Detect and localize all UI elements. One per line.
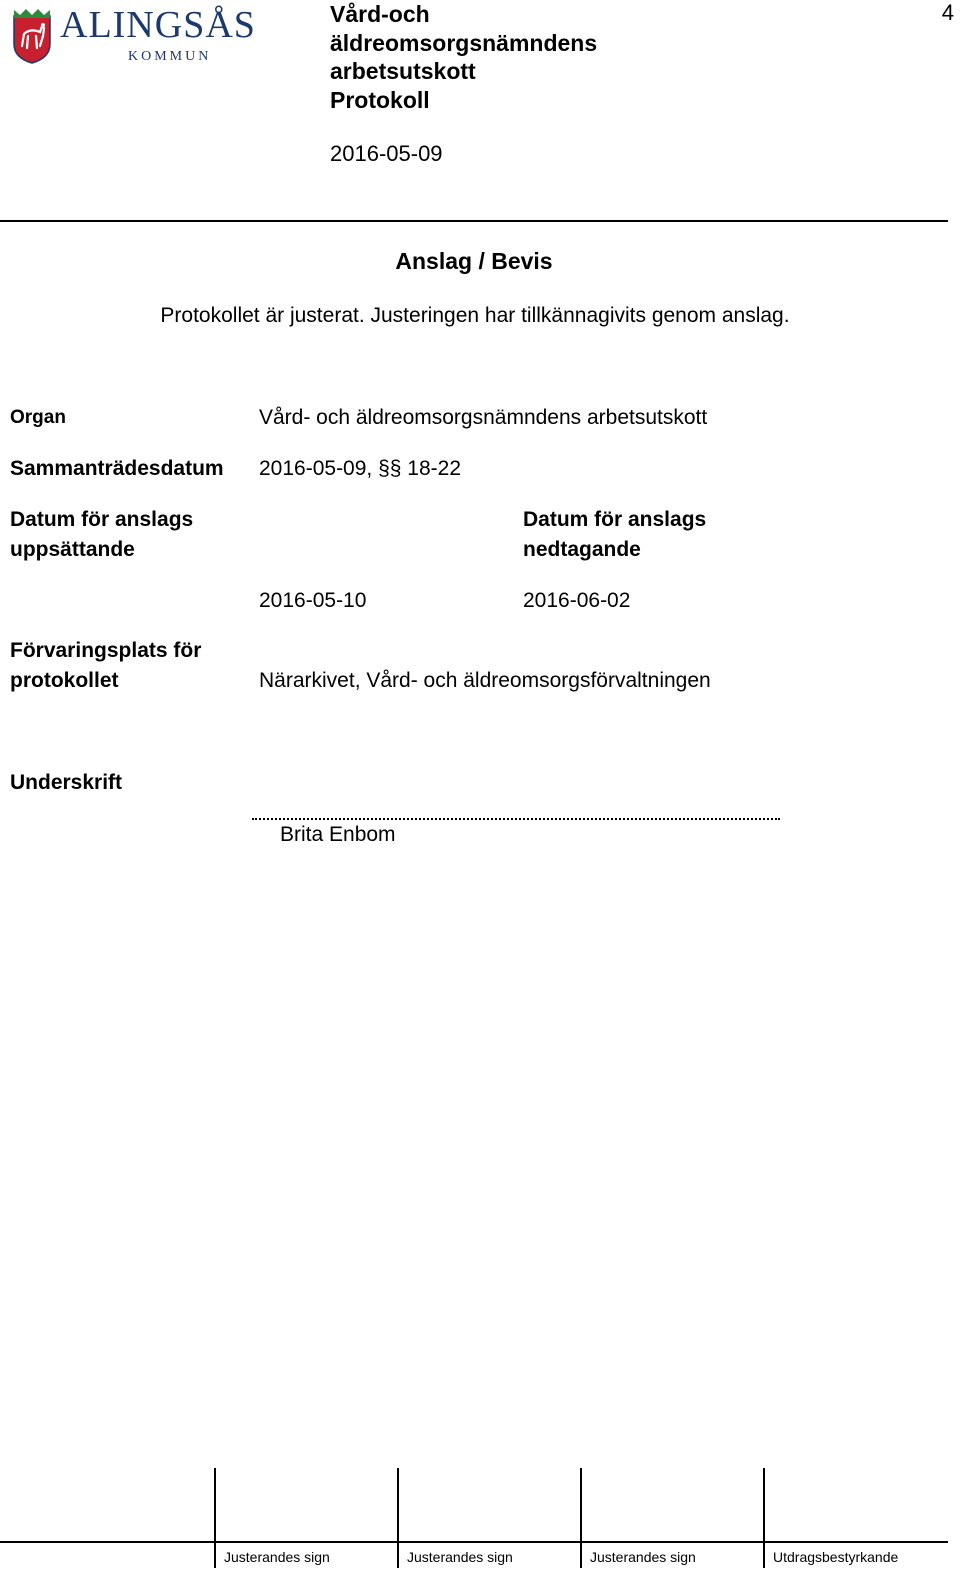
committee-title-line: arbetsutskott (330, 58, 476, 84)
page-heading: Anslag / Bevis (395, 248, 553, 274)
removed-date-value: 2016-06-02 (523, 589, 631, 612)
removed-date-label-line: Datum för anslags (523, 508, 707, 531)
footer-rule (0, 1541, 948, 1543)
intro-text: Protokollet är justerat. Justeringen har tillkännagivits genom anslag. (160, 304, 790, 327)
footer-divider (214, 1468, 216, 1568)
footer-divider (580, 1468, 582, 1568)
posted-date-value: 2016-05-10 (259, 589, 367, 612)
page-number: 4 (941, 0, 954, 25)
posted-date-label-line: Datum för anslags (10, 508, 194, 531)
organ-label: Organ (10, 407, 66, 428)
footer-divider (397, 1468, 399, 1568)
removed-date-label-line: nedtagande (523, 538, 641, 561)
footer-cell-adjuster-sign: Justerandes sign (224, 1549, 330, 1565)
footer-cell-extract-certification: Utdragsbestyrkande (773, 1549, 899, 1565)
posted-date-label-line: uppsättande (10, 538, 135, 561)
header-divider (0, 220, 948, 222)
municipality-logo (10, 4, 285, 68)
logo-wordmark: ALINGSÅS (60, 4, 256, 46)
storage-label-line: protokollet (10, 669, 119, 692)
signature-label: Underskrift (10, 771, 123, 794)
committee-title-line: Vård-och (330, 1, 430, 27)
crest-icon (10, 6, 54, 64)
meeting-date-label: Sammanträdesdatum (10, 457, 224, 480)
meeting-date-value: 2016-05-09, §§ 18-22 (259, 457, 461, 480)
footer-cell-adjuster-sign: Justerandes sign (407, 1549, 513, 1565)
storage-label-line: Förvaringsplats för (10, 639, 202, 662)
logo-subtext: KOMMUN (128, 49, 212, 64)
storage-label (10, 636, 201, 696)
posted-date-label (10, 505, 193, 565)
footer-divider (763, 1468, 765, 1568)
committee-title (330, 0, 660, 114)
removed-date-label (523, 505, 706, 565)
storage-value: Närarkivet, Vård- och äldreomsorgsförvaltningen (259, 669, 711, 692)
footer-cell-adjuster-sign: Justerandes sign (590, 1549, 696, 1565)
organ-value: Vård- och äldreomsorgsnämndens arbetsutskott (259, 406, 708, 429)
committee-title-line: äldreomsorgsnämndens (330, 29, 598, 56)
protocol-date: 2016-05-09 (330, 141, 443, 166)
document-type: Protokoll (330, 86, 430, 113)
signatory-name: Brita Enbom (280, 823, 396, 846)
